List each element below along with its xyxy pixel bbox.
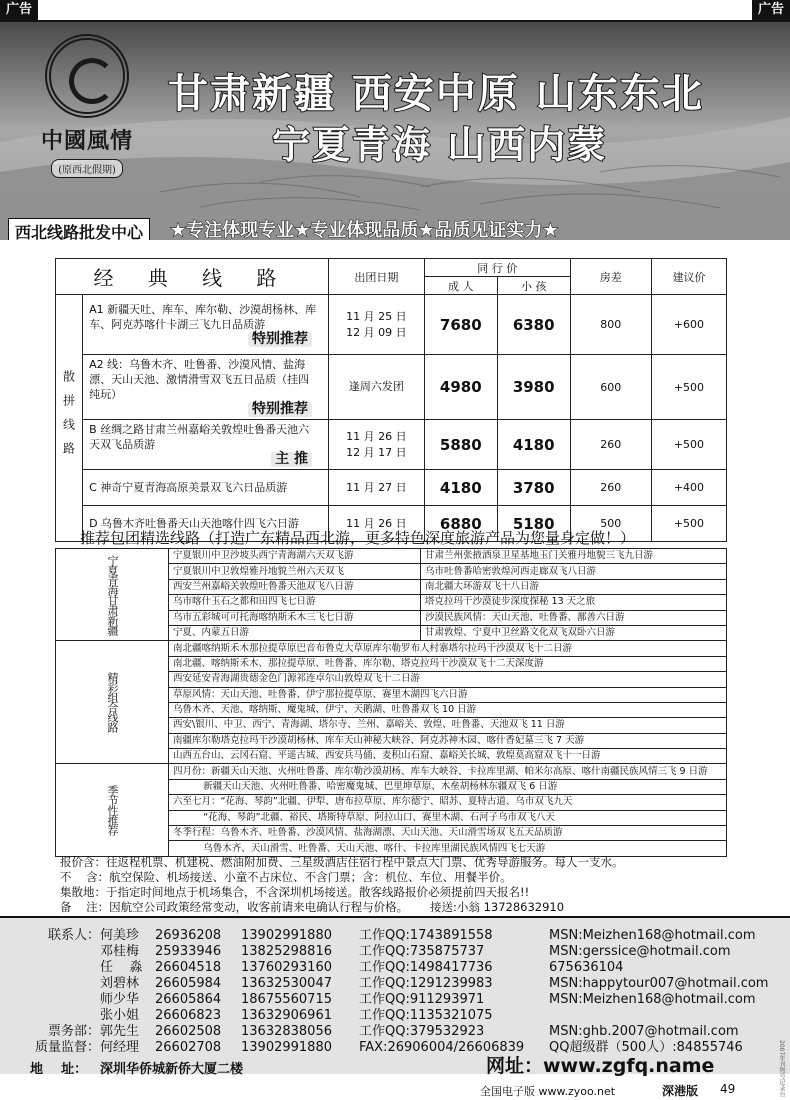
recommend-title: 推荐包团精选线路（打造广东精品西北游，更多特色深度旅游产品为您量身定做！） xyxy=(80,529,636,547)
route-dates: 11 月 27 日 xyxy=(328,470,424,506)
col-header-suggest: 建议价 xyxy=(651,259,726,295)
publication-url[interactable]: 全国电子版 www.zyoo.net xyxy=(480,1085,616,1098)
slogan-bar xyxy=(0,218,790,240)
package-cell: 南北疆大环游双飞十八日游 xyxy=(421,579,727,594)
room-diff: 800 xyxy=(570,295,651,355)
suggested-price: +600 xyxy=(651,295,726,355)
route-desc: D 乌鲁木齐吐鲁番天山天池喀什四飞六日游 xyxy=(83,506,329,542)
package-cell: 宁夏银川中卫敦煌雅丹地貌兰州六天双飞 xyxy=(169,564,421,579)
package-cell: 西安\银川、中卫、西宁、青海湖、塔尔寺、兰州、嘉峪关、敦煌、吐鲁番、天池双飞 11 日游 xyxy=(169,718,727,733)
note-excludes: 不 含：航空保险、机场接送、小童不占床位、不含门票；含：机位、车位、用餐半价。 xyxy=(60,870,512,884)
note-remarks: 备 注：因航空公司政策经常变动，收客前请来电确认行程与价格。 接送:小翁 13728632910 xyxy=(60,900,565,914)
table-row xyxy=(56,549,727,564)
col-header-price: 同 行 价 xyxy=(424,259,570,277)
table-title: 经 典 线 路 xyxy=(56,259,329,295)
package-cell: 甘肃敦煌、宁夏中卫丝路文化双飞双卧六日游 xyxy=(421,625,727,640)
col-header-date: 出团日期 xyxy=(328,259,424,295)
child-price: 4180 xyxy=(497,420,570,470)
package-cell: 西安延安青海湖贵德金色门源祁连卓尔山敦煌双飞十二日游 xyxy=(169,672,727,687)
website-link[interactable]: 网址：www.zgfq.name xyxy=(486,1055,715,1077)
center-name: 西北线路批发中心 xyxy=(8,218,150,240)
package-cell: 乌鲁木齐、天山滑雪、吐鲁番、天山天池、喀什、卡拉库里湖民族风情四飞七天游 xyxy=(169,841,727,856)
route-tag: 特别推荐 xyxy=(248,402,312,417)
table-row xyxy=(56,764,727,779)
table-row xyxy=(56,641,727,656)
table-row xyxy=(56,355,727,420)
adult-price: 7680 xyxy=(424,295,497,355)
route-dates: 逢周六发团 xyxy=(328,355,424,420)
package-cell: 西安兰州嘉峪关敦煌吐鲁番天池双飞八日游 xyxy=(169,579,421,594)
contact-row: 联系人： 何美珍 26936208 13902991880 工作QQ:1743891558 MSN:Meizhen168@hotmail.com xyxy=(47,928,756,943)
contact-box xyxy=(0,916,790,1077)
headline-regions-1: 甘肃新疆 西安中原 山东东北 xyxy=(168,71,704,117)
package-cell: 山西五台山、云冈石窟、平遥古城、西安兵马俑、麦积山石窟、嘉峪关长城、敦煌莫高窟双飞十一日游 xyxy=(169,749,727,764)
package-cell: 甘肃兰州张掖酒泉卫星基地玉门关雅丹地貌三飞九日游 xyxy=(421,549,727,564)
route-dates: 11 月 26 日 12 月 17 日 xyxy=(328,420,424,470)
room-diff: 260 xyxy=(570,470,651,506)
logo-subtitle: (原西北假期) xyxy=(51,159,123,178)
contact-row: 张小姐 26606823 13632906961 工作QQ:1135321075 xyxy=(100,1008,493,1023)
suggested-price: +400 xyxy=(651,470,726,506)
package-cell: 宁夏、内蒙五日游 xyxy=(169,625,421,640)
table-row xyxy=(56,295,727,355)
group-label-combo: 精彩组合线路 xyxy=(56,641,169,764)
route-dates: 11 月 26 日 xyxy=(328,506,424,542)
child-price: 3780 xyxy=(497,470,570,506)
adult-price: 4980 xyxy=(424,355,497,420)
route-desc: A1 新疆天吐、库车、库尔勒、沙漠胡杨林、库车、阿克苏喀什卡湖三飞九日品质游 特别推荐 xyxy=(83,295,329,355)
package-cell: 沙漠民族风情：天山天池、吐鲁番、鄯善六日游 xyxy=(421,610,727,625)
contact-row: 刘碧林 26605984 13632530047 工作QQ:1291239983 MSN:happytour007@hotmail.com xyxy=(100,976,769,991)
slogan-text: ★专注体现专业★专业体现品质★品质见证实力★ xyxy=(170,220,559,240)
address: 地 址： 深圳华侨城新侨大厦二楼 xyxy=(30,1062,244,1077)
room-diff: 260 xyxy=(570,420,651,470)
package-cell: 宁夏银川中卫沙坡头西宁青海湖六天双飞游 xyxy=(169,549,421,564)
package-cell: “花海、琴韵”北疆、裕民、塔斯特草原、阿拉山口、赛里木湖、石河子乌市双飞八天 xyxy=(169,810,727,825)
package-cell: 六至七月：“花海、琴韵”北疆、伊犁、唐布拉草原、库尔德宁、昭苏、夏特古道、乌市双飞九天 xyxy=(169,795,727,810)
suggested-price: +500 xyxy=(651,355,726,420)
edition-label: 深港版 xyxy=(662,1084,699,1098)
package-cell: 新疆天山天池、火州吐鲁番、哈密魔鬼城、巴里坤草原、木垒胡杨林东疆双飞 6 日游 xyxy=(169,779,727,794)
logo-text: 中國風情 xyxy=(40,128,133,154)
col-header-room: 房差 xyxy=(570,259,651,295)
contact-row: 票务部： 郭先生 26602508 13632838056 工作QQ:379532923 MSN:ghb.2007@hotmail.com xyxy=(47,1024,739,1039)
group-label-seasonal: 季节性推荐 xyxy=(56,764,169,856)
col-header-child: 小 孩 xyxy=(497,277,570,295)
contact-row: 师少华 26605864 18675560715 工作QQ:911293971 MSN:Meizhen168@hotmail.com xyxy=(100,992,756,1007)
footer xyxy=(0,1080,790,1100)
package-cell: 南疆库尔勒塔克拉玛干沙漠胡杨林、库车天山神秘大峡谷、阿克苏神木园、喀什香妃墓三飞 7 天游 xyxy=(169,733,727,748)
swirl-logo-icon xyxy=(45,34,129,118)
route-desc: C 神奇宁夏青海高原美景双飞六日品质游 xyxy=(83,470,329,506)
route-tag: 主 推 xyxy=(271,452,312,467)
package-cell: 四月份：新疆天山天池、火州吐鲁番、库尔勒沙漠胡杨、库车大峡谷、卡拉库里湖、帕米尔高原、喀什南疆民族风情三飞 9 日游 xyxy=(169,764,727,779)
note-meeting: 集散地：于指定时间地点于机场集合，不含深圳机场接送。散客线路报价必须提前四天报名!! xyxy=(60,885,530,899)
package-cell: 乌市五彩城可可托海喀纳斯禾木三飞七日游 xyxy=(169,610,421,625)
route-desc: B 丝绸之路甘肃兰州嘉峪关敦煌吐鲁番天池六天双飞品质游 主 推 xyxy=(83,420,329,470)
price-notes xyxy=(60,855,720,915)
ad-tag-right: 广告 xyxy=(752,0,790,20)
classic-routes-table xyxy=(55,258,727,542)
table-row xyxy=(56,470,727,506)
ad-tag-left: 广告 xyxy=(0,0,38,20)
package-cell: 乌鲁木齐、天池、喀纳斯、魔鬼城、伊宁、天鹅湖、吐鲁番双飞 10 日游 xyxy=(169,702,727,717)
package-cell: 冬季行程：乌鲁木齐、吐鲁番、沙漠风情、盐海湖漂、天山天池、天山滑雪场双飞五天品质游 xyxy=(169,826,727,841)
suggested-price: +500 xyxy=(651,506,726,542)
group-label-scattered: 散拼线路 xyxy=(56,295,83,542)
col-header-adult: 成 人 xyxy=(424,277,497,295)
room-diff: 600 xyxy=(570,355,651,420)
contact-row: 邓桂梅 25933946 13825298816 工作QQ:735875737 MSN:gerssice@hotmail.com xyxy=(100,944,731,959)
brand-logo xyxy=(22,34,152,194)
package-routes-table xyxy=(55,548,727,857)
table-row xyxy=(56,420,727,470)
route-tag: 特别推荐 xyxy=(248,332,312,347)
child-price: 6380 xyxy=(497,295,570,355)
adult-price: 5880 xyxy=(424,420,497,470)
adult-price: 6880 xyxy=(424,506,497,542)
room-diff: 500 xyxy=(570,506,651,542)
package-cell: 草原风情：天山天池、吐鲁番、伊宁那拉提草原、赛里木湖四飞六日游 xyxy=(169,687,727,702)
child-price: 3980 xyxy=(497,355,570,420)
route-dates: 11 月 25 日 12 月 09 日 xyxy=(328,295,424,355)
banner xyxy=(0,22,790,240)
child-price: 5180 xyxy=(497,506,570,542)
note-includes: 报价含：往返程机票、机建税、燃油附加费、三星级酒店住宿行程中景点大门票、优秀导游服务。每人一支水。 xyxy=(60,855,624,869)
contact-row: 任 淼 26604518 13760293160 工作QQ:1498417736 675636104 xyxy=(100,960,624,975)
contact-row: 质量监督： 何经理 26602708 13902991880 FAX:26906004/26606839 QQ超级群（500人）:84855746 xyxy=(34,1040,743,1055)
group-label-ningxia-qinghai-gansu-xinjiang: 宁夏青海甘肃新疆 xyxy=(56,549,169,641)
package-cell: 南北疆喀纳斯禾木那拉提草原巴音布鲁克大草原库尔勒罗布人村寨塔尔拉玛干沙漠双飞十二日游 xyxy=(169,641,727,656)
package-cell: 乌市吐鲁番哈密敦煌河西走廊双飞八日游 xyxy=(421,564,727,579)
contact-list xyxy=(30,928,789,1056)
suggested-price: +500 xyxy=(651,420,726,470)
adult-price: 4180 xyxy=(424,470,497,506)
package-cell: 乌市喀什玉石之都和田四飞七日游 xyxy=(169,595,421,610)
side-note: 2007年刊物号记录台 xyxy=(778,1040,785,1098)
headline-regions-2: 宁夏青海 山西内蒙 xyxy=(272,123,608,167)
page-number: 49 xyxy=(720,1082,736,1096)
package-cell: 南北疆、喀纳斯禾木、那拉提草原、吐鲁番、库尔勒、塔克拉玛干沙漠双飞十二天深度游 xyxy=(169,656,727,671)
route-desc: A2 线：乌鲁木齐、吐鲁番、沙漠风情、盐海漂、天山天池、激情滑雪双飞五日品质（挂四纯玩） 特别推荐 xyxy=(83,355,329,420)
package-cell: 塔克拉玛干沙漠徒步深度探秘 13 天之旅 xyxy=(421,595,727,610)
